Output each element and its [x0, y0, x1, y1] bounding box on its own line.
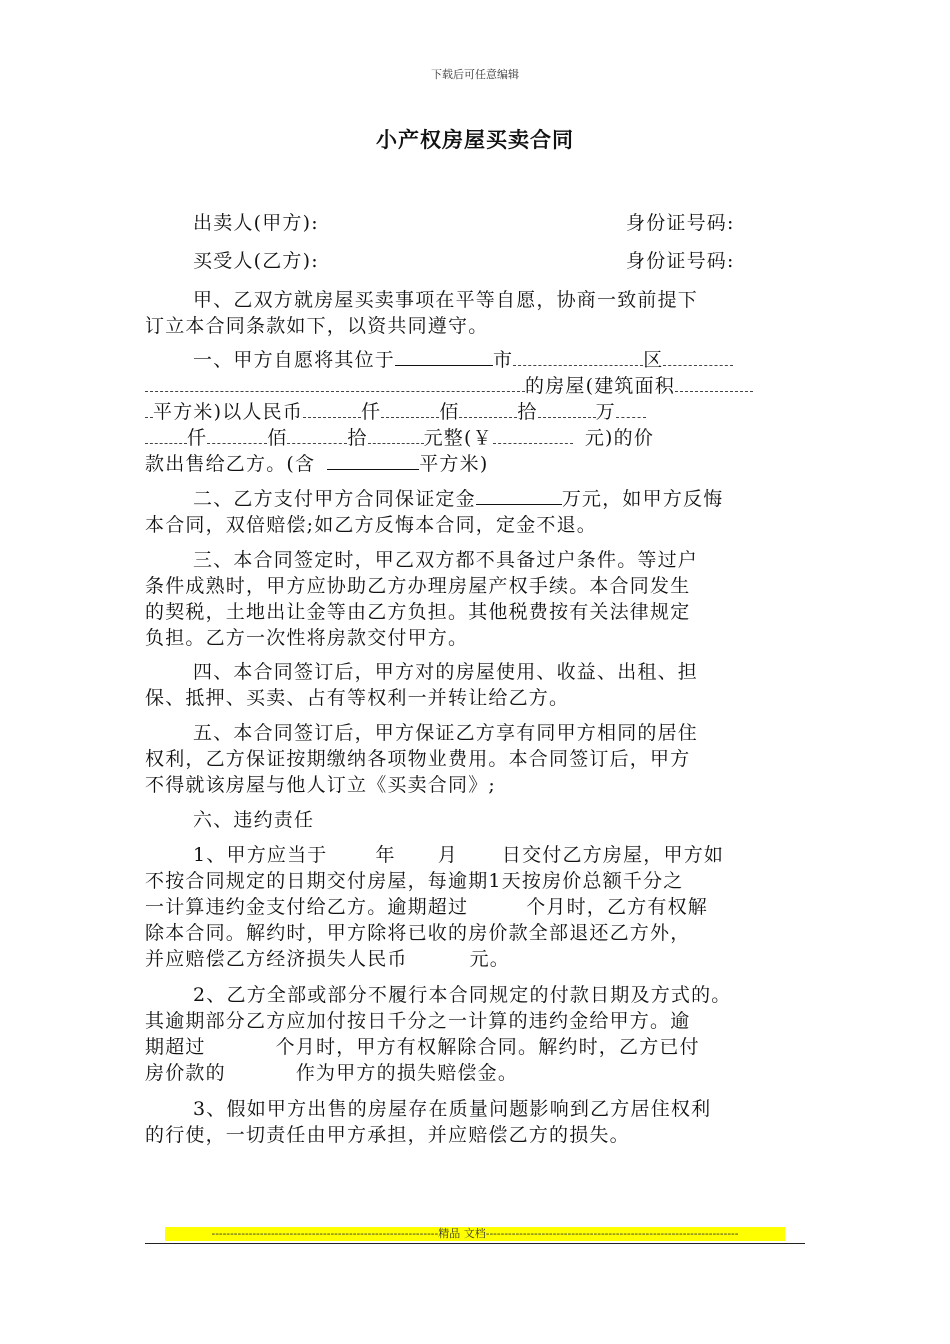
intro-line-1: 甲、乙双方就房屋买卖事项在平等自愿，协商一致前提下 [193, 289, 699, 311]
address-blank[interactable] [145, 373, 525, 392]
clause-3-line-4: 负担。乙方一次性将房款交付甲方。 [145, 627, 469, 649]
unit-qian-2: 仟 [187, 427, 208, 449]
price-blank-5[interactable] [616, 399, 646, 418]
paid-label: 房价款的 [145, 1062, 226, 1084]
deposit-label: 二、乙方支付甲方合同保证定金 [193, 488, 476, 510]
unit-bai-2: 佰 [267, 427, 288, 449]
year-label: 年 [375, 844, 396, 866]
sqm-label: 平方米) [419, 453, 489, 475]
seller-line [193, 210, 805, 236]
buyer-line [193, 248, 805, 274]
price-blank-2[interactable] [381, 399, 439, 418]
included-area-blank[interactable] [327, 451, 419, 470]
district-label: 区 [643, 349, 664, 371]
city-label: 市 [493, 349, 514, 371]
clause-3-line-2: 条件成熟时，甲方应协助乙方办理房屋产权手续。本合同发生 [145, 575, 691, 597]
clause-6-3-line-1: 3、假如甲方出售的房屋存在质量问题影响到乙方居住权利 [193, 1098, 712, 1120]
unit-shi-2: 拾 [347, 427, 368, 449]
day-label: 日交付乙方房屋，甲方如 [501, 844, 725, 866]
clause-3-line-1: 三、本合同签定时，甲乙双方都不具备过户条件。等过户 [193, 549, 699, 571]
area-label: 的房屋(建筑面积 [525, 375, 676, 397]
yuan-label: 元。 [469, 948, 511, 970]
price-blank-8[interactable] [287, 425, 347, 444]
compensation-label: 并应赔偿乙方经济损失人民币 [145, 948, 408, 970]
clause-6-1-line-1 [193, 842, 805, 868]
buyer-id-label: 身份证号码: [626, 250, 735, 272]
clause-1-line-5 [145, 451, 805, 477]
clause-6-3-line-2: 的行使，一切责任由甲方承担，并应赔偿乙方的损失。 [145, 1124, 630, 1146]
footer-rule [145, 1243, 805, 1244]
clause-1-line-2 [145, 373, 805, 399]
overdue-text-2: 个月时，甲方有权解除合同。解约时，乙方已付 [275, 1036, 700, 1058]
clause-5-line-3: 不得就该房屋与他人订立《买卖合同》; [145, 774, 497, 796]
yuan-zheng: 元整(￥ [423, 427, 493, 449]
yuan-close: 元)的价 [584, 427, 655, 449]
clause-1-line-4 [145, 425, 805, 451]
overdue-text: 个月时，乙方有权解 [526, 896, 709, 918]
seller-label: 出卖人(甲方): [193, 212, 319, 234]
unit-qian: 仟 [361, 401, 382, 423]
location-blank[interactable] [395, 347, 493, 366]
clause-5-line-2: 权利，乙方保证按期缴纳各项物业费用。本合同签订后，甲方 [145, 748, 691, 770]
footer-band [165, 1227, 785, 1241]
clause-1-text: 一、甲方自愿将其位于 [193, 349, 396, 371]
price-label: 平方米)以人民币 [153, 401, 304, 423]
clause-6-1-line-3 [145, 894, 805, 920]
header-note: 下载后可任意编辑 [431, 68, 519, 81]
clause-1-line-3 [145, 399, 805, 425]
page-footer [145, 1227, 805, 1244]
month-label: 月 [437, 844, 458, 866]
clause-6-2-line-3 [145, 1034, 805, 1060]
buyer-label: 买受人(乙方): [193, 250, 319, 272]
city-blank[interactable] [513, 347, 643, 366]
price-blank-4[interactable] [538, 399, 596, 418]
clause-2-line-1 [193, 486, 805, 512]
clause-6-title: 六、违约责任 [193, 809, 315, 831]
unit-shi: 拾 [517, 401, 538, 423]
deposit-blank[interactable] [476, 486, 562, 505]
footer-right-dashes: -------------------------------------------------------------------- [485, 1227, 739, 1240]
clause-6-2-line-4 [145, 1060, 805, 1086]
footer-label: 精品 文档 [438, 1227, 486, 1240]
price-number-blank[interactable] [493, 425, 573, 444]
clause-6-1-line-4: 除本合同。解约时，甲方除将已收的房价款全部退还乙方外， [145, 922, 691, 944]
price-blank-6[interactable] [145, 425, 187, 444]
clause-6-2-line-2: 其逾期部分乙方应加付按日千分之一计算的违约金给甲方。逾 [145, 1010, 691, 1032]
document-title: 小产权房屋买卖合同 [376, 127, 574, 152]
clause-6-2-line-1: 2、乙方全部或部分不履行本合同规定的付款日期及方式的。 [193, 984, 732, 1006]
damages-text: 作为甲方的损失赔偿金。 [295, 1062, 519, 1084]
clause-6-1-line-2: 不按合同规定的日期交付房屋，每逾期1天按房价总额千分之 [145, 870, 684, 892]
clause-4-line-2: 保、抵押、买卖、占有等权利一并转让给乙方。 [145, 687, 570, 709]
area-blank-cont[interactable] [145, 399, 153, 418]
price-blank-3[interactable] [459, 399, 517, 418]
footer-left-dashes: ------------------------------------------------------------- [211, 1227, 439, 1240]
intro-line-2: 订立本合同条款如下，以资共同遵守。 [145, 315, 489, 337]
clause-4-line-1: 四、本合同签订后，甲方对的房屋使用、收益、出租、担 [193, 661, 699, 683]
price-blank-1[interactable] [303, 399, 361, 418]
unit-wan: 万 [595, 401, 616, 423]
district-blank[interactable] [663, 347, 733, 366]
clause-3-line-3: 的契税，土地出让金等由乙方负担。其他税费按有关法律规定 [145, 601, 691, 623]
unit-bai: 佰 [439, 401, 460, 423]
deposit-text: 万元，如甲方反悔 [561, 488, 724, 510]
includes-label: 款出售给乙方。(含 [145, 453, 316, 475]
clause-1-line-1 [193, 347, 805, 373]
area-blank[interactable] [675, 373, 753, 392]
clause-5-line-1: 五、本合同签订后，甲方保证乙方享有同甲方相同的居住 [193, 722, 699, 744]
overdue-label: 一计算违约金支付给乙方。逾期超过 [145, 896, 469, 918]
clause-2-line-2: 本合同，双倍赔偿;如乙方反悔本合同，定金不退。 [145, 514, 598, 536]
overdue-label-2: 期超过 [145, 1036, 206, 1058]
price-blank-9[interactable] [368, 425, 424, 444]
price-blank-7[interactable] [207, 425, 267, 444]
delivery-label: 1、甲方应当于 [193, 844, 328, 866]
clause-6-1-line-5 [145, 946, 805, 972]
seller-id-label: 身份证号码: [626, 212, 735, 234]
